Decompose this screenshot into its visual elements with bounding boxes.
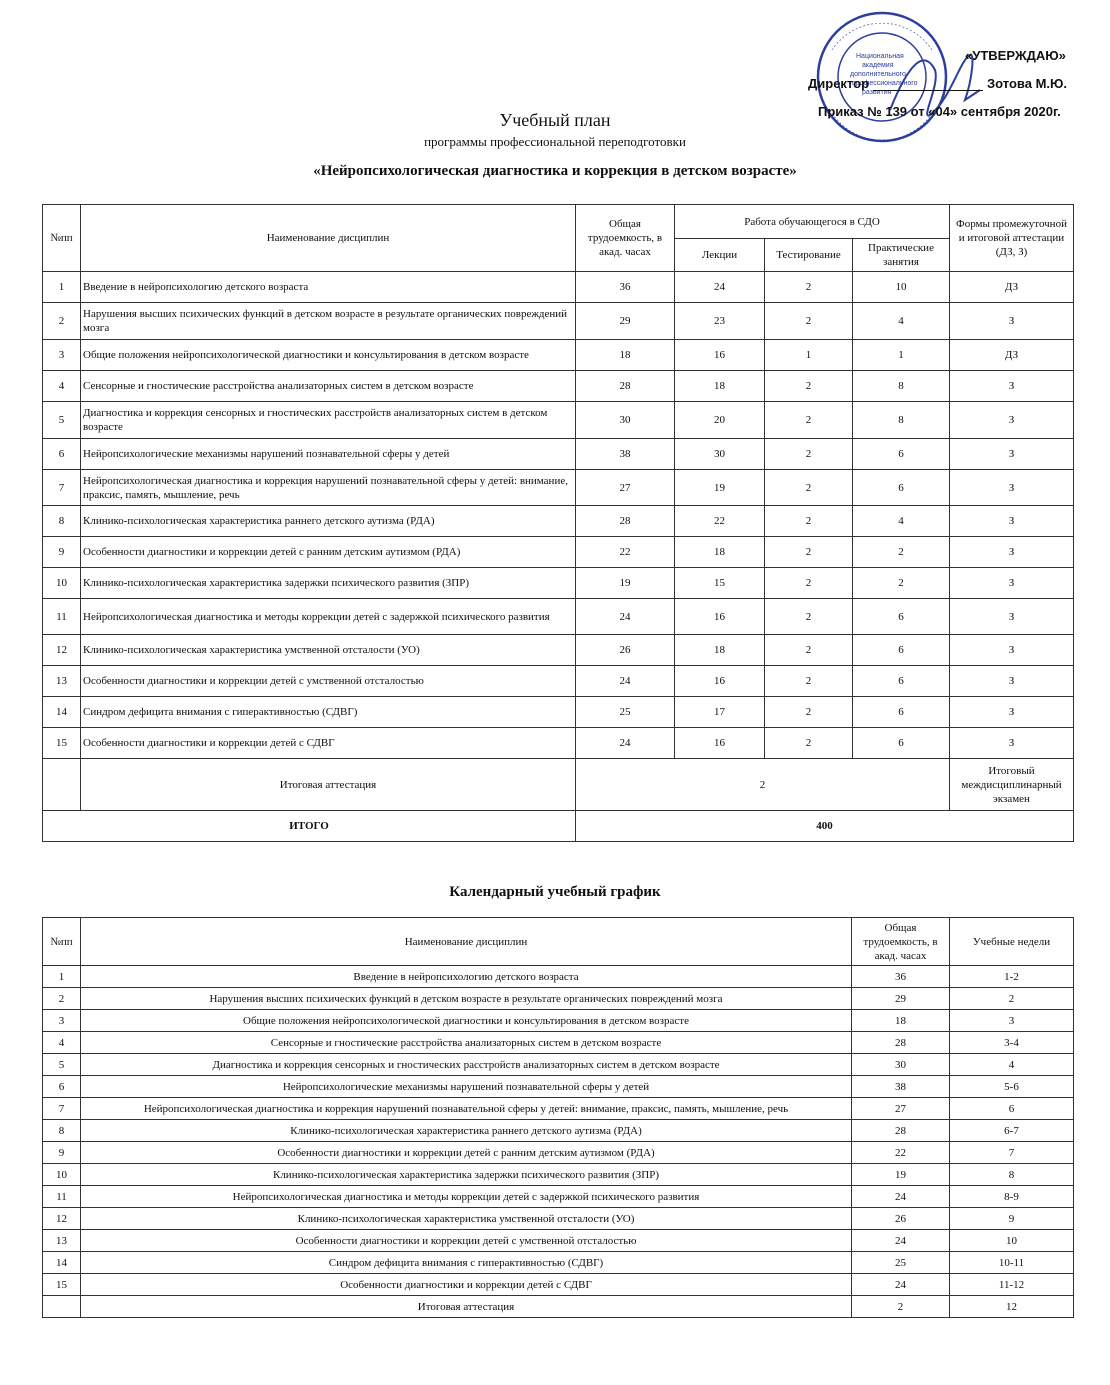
row-number: 8 bbox=[43, 506, 81, 537]
col-header-total: Общая трудоемкость, в акад. часах bbox=[576, 205, 675, 272]
discipline-name: Особенности диагностики и коррекции детей с ранним детским аутизмом (РДА) bbox=[81, 1142, 852, 1164]
total-hours: 26 bbox=[852, 1208, 950, 1230]
calendar-row bbox=[43, 1098, 1074, 1120]
cal-header-total: Общая трудоемкость, в акад. часах bbox=[852, 918, 950, 966]
page-title: Учебный план bbox=[499, 110, 611, 130]
row-number: 2 bbox=[43, 988, 81, 1010]
col-header-num: №пп bbox=[43, 205, 81, 272]
total-row bbox=[43, 811, 1074, 842]
plan-row bbox=[43, 599, 1074, 635]
calendar-table bbox=[42, 917, 1074, 1318]
row-number: 12 bbox=[43, 635, 81, 666]
calendar-row bbox=[43, 1120, 1074, 1142]
final-attestation-hours: 2 bbox=[576, 759, 950, 811]
calendar-row bbox=[43, 1164, 1074, 1186]
director-label: Директор bbox=[808, 76, 870, 91]
row-number: 6 bbox=[43, 439, 81, 470]
row-number: 8 bbox=[43, 1120, 81, 1142]
lecture-hours: 30 bbox=[675, 439, 765, 470]
plan-row bbox=[43, 470, 1074, 506]
study-weeks: 10 bbox=[950, 1230, 1074, 1252]
study-weeks: 3 bbox=[950, 1010, 1074, 1032]
row-number: 11 bbox=[43, 1186, 81, 1208]
lecture-hours: 23 bbox=[675, 303, 765, 340]
total-hours: 18 bbox=[576, 340, 675, 371]
discipline-name: Введение в нейропсихологию детского возраста bbox=[81, 966, 852, 988]
practice-hours: 8 bbox=[853, 371, 950, 402]
discipline-name: Сенсорные и гностические расстройства анализаторных систем в детском возрасте bbox=[81, 1032, 852, 1054]
lecture-hours: 16 bbox=[675, 728, 765, 759]
lecture-hours: 18 bbox=[675, 635, 765, 666]
total-hours: 24 bbox=[852, 1186, 950, 1208]
director-line bbox=[808, 76, 1067, 91]
col-header-forms: Формы промежуточной и итоговой аттестации (ДЗ, З) bbox=[950, 205, 1074, 272]
lecture-hours: 22 bbox=[675, 506, 765, 537]
discipline-name: Нейропсихологические механизмы нарушений познавательной сферы у детей bbox=[81, 1076, 852, 1098]
calendar-row bbox=[43, 966, 1074, 988]
total-hours: 24 bbox=[576, 666, 675, 697]
row-number: 10 bbox=[43, 1164, 81, 1186]
assessment-form: З bbox=[950, 470, 1074, 506]
assessment-form: З bbox=[950, 697, 1074, 728]
total-hours: 400 bbox=[576, 811, 1074, 842]
discipline-name: Общие положения нейропсихологической диагностики и консультирования в детском возрасте bbox=[81, 340, 576, 371]
practice-hours: 2 bbox=[853, 537, 950, 568]
discipline-name: Клинико-психологическая характеристика раннего детского аутизма (РДА) bbox=[81, 506, 576, 537]
lecture-hours: 18 bbox=[675, 537, 765, 568]
plan-row bbox=[43, 303, 1074, 340]
total-hours: 24 bbox=[852, 1230, 950, 1252]
total-hours: 24 bbox=[576, 599, 675, 635]
calendar-row bbox=[43, 1032, 1074, 1054]
practice-hours: 6 bbox=[853, 439, 950, 470]
stamp-line-1: Национальная bbox=[856, 53, 904, 60]
practice-hours: 4 bbox=[853, 303, 950, 340]
assessment-form: З bbox=[950, 635, 1074, 666]
total-hours: 28 bbox=[852, 1032, 950, 1054]
assessment-form: З bbox=[950, 537, 1074, 568]
row-number: 3 bbox=[43, 1010, 81, 1032]
final-attestation-row bbox=[43, 759, 1074, 811]
study-weeks: 6 bbox=[950, 1098, 1074, 1120]
total-hours: 24 bbox=[852, 1274, 950, 1296]
testing-hours: 2 bbox=[765, 599, 853, 635]
col-header-lectures: Лекции bbox=[675, 239, 765, 272]
total-hours: 26 bbox=[576, 635, 675, 666]
row-number: 7 bbox=[43, 470, 81, 506]
calendar-row bbox=[43, 1142, 1074, 1164]
total-hours: 22 bbox=[852, 1142, 950, 1164]
practice-hours: 6 bbox=[853, 599, 950, 635]
total-label: ИТОГО bbox=[43, 811, 576, 842]
testing-hours: 2 bbox=[765, 728, 853, 759]
row-number: 13 bbox=[43, 1230, 81, 1252]
total-hours: 29 bbox=[576, 303, 675, 340]
signature-line bbox=[873, 90, 983, 91]
calendar-row bbox=[43, 1076, 1074, 1098]
discipline-name: Введение в нейропсихологию детского возраста bbox=[81, 272, 576, 303]
discipline-name: Нейропсихологическая диагностика и методы коррекции детей с задержкой психического развития bbox=[81, 599, 576, 635]
plan-row bbox=[43, 506, 1074, 537]
cal-header-name: Наименование дисциплин bbox=[81, 918, 852, 966]
program-name: «Нейропсихологическая диагностика и коррекция в детском возрасте» bbox=[313, 163, 797, 179]
total-hours: 38 bbox=[852, 1076, 950, 1098]
row-number: 9 bbox=[43, 1142, 81, 1164]
cal-header-num: №пп bbox=[43, 918, 81, 966]
study-weeks: 3-4 bbox=[950, 1032, 1074, 1054]
testing-hours: 2 bbox=[765, 371, 853, 402]
row-number: 14 bbox=[43, 697, 81, 728]
testing-hours: 2 bbox=[765, 666, 853, 697]
study-weeks: 2 bbox=[950, 988, 1074, 1010]
lecture-hours: 16 bbox=[675, 340, 765, 371]
discipline-name: Клинико-психологическая характеристика умственной отсталости (УО) bbox=[81, 635, 576, 666]
discipline-name: Особенности диагностики и коррекции детей с ранним детским аутизмом (РДА) bbox=[81, 537, 576, 568]
assessment-form: З bbox=[950, 402, 1074, 439]
total-hours: 30 bbox=[852, 1054, 950, 1076]
assessment-form: З bbox=[950, 371, 1074, 402]
row-number: 12 bbox=[43, 1208, 81, 1230]
discipline-name: Особенности диагностики и коррекции детей с умственной отсталостью bbox=[81, 1230, 852, 1252]
lecture-hours: 17 bbox=[675, 697, 765, 728]
calendar-row bbox=[43, 988, 1074, 1010]
total-hours: 36 bbox=[852, 966, 950, 988]
testing-hours: 2 bbox=[765, 470, 853, 506]
testing-hours: 1 bbox=[765, 340, 853, 371]
row-number: 14 bbox=[43, 1252, 81, 1274]
study-weeks: 7 bbox=[950, 1142, 1074, 1164]
total-hours: 29 bbox=[852, 988, 950, 1010]
plan-row bbox=[43, 666, 1074, 697]
col-header-work: Работа обучающегося в СДО bbox=[675, 205, 950, 239]
total-hours: 27 bbox=[576, 470, 675, 506]
testing-hours: 2 bbox=[765, 272, 853, 303]
assessment-form: З bbox=[950, 666, 1074, 697]
study-weeks: 10-11 bbox=[950, 1252, 1074, 1274]
calendar-row bbox=[43, 1208, 1074, 1230]
assessment-form: З bbox=[950, 728, 1074, 759]
testing-hours: 2 bbox=[765, 439, 853, 470]
assessment-form: З bbox=[950, 506, 1074, 537]
col-header-name: Наименование дисциплин bbox=[81, 205, 576, 272]
discipline-name: Клинико-психологическая характеристика умственной отсталости (УО) bbox=[81, 1208, 852, 1230]
discipline-name: Нарушения высших психических функций в детском возрасте в результате органических повреждений мозга bbox=[81, 988, 852, 1010]
row-number: 4 bbox=[43, 1032, 81, 1054]
study-weeks: 6-7 bbox=[950, 1120, 1074, 1142]
total-hours: 22 bbox=[576, 537, 675, 568]
testing-hours: 2 bbox=[765, 303, 853, 340]
total-hours: 28 bbox=[852, 1120, 950, 1142]
total-hours: 25 bbox=[852, 1252, 950, 1274]
study-weeks: 1-2 bbox=[950, 966, 1074, 988]
lecture-hours: 20 bbox=[675, 402, 765, 439]
empty-cell bbox=[43, 759, 81, 811]
plan-row bbox=[43, 340, 1074, 371]
curriculum-table bbox=[42, 204, 1074, 842]
practice-hours: 6 bbox=[853, 666, 950, 697]
practice-hours: 6 bbox=[853, 697, 950, 728]
calendar-row bbox=[43, 1274, 1074, 1296]
total-hours: 27 bbox=[852, 1098, 950, 1120]
plan-row bbox=[43, 635, 1074, 666]
director-name: Зотова М.Ю. bbox=[987, 76, 1068, 91]
final-attestation-label: Итоговая аттестация bbox=[81, 759, 576, 811]
total-hours: 24 bbox=[576, 728, 675, 759]
lecture-hours: 18 bbox=[675, 371, 765, 402]
total-hours: 38 bbox=[576, 439, 675, 470]
calendar-row bbox=[43, 1230, 1074, 1252]
plan-row bbox=[43, 272, 1074, 303]
testing-hours: 2 bbox=[765, 537, 853, 568]
practice-hours: 6 bbox=[853, 470, 950, 506]
total-hours: 28 bbox=[576, 371, 675, 402]
row-number: 15 bbox=[43, 1274, 81, 1296]
lecture-hours: 16 bbox=[675, 599, 765, 635]
lecture-hours: 15 bbox=[675, 568, 765, 599]
stamp-line-4: профессионального bbox=[852, 80, 918, 87]
assessment-form: З bbox=[950, 303, 1074, 340]
row-number: 13 bbox=[43, 666, 81, 697]
calendar-title: Календарный учебный график bbox=[449, 884, 661, 900]
assessment-form: ДЗ bbox=[950, 340, 1074, 371]
testing-hours: 2 bbox=[765, 568, 853, 599]
row-number: 15 bbox=[43, 728, 81, 759]
testing-hours: 2 bbox=[765, 402, 853, 439]
practice-hours: 2 bbox=[853, 568, 950, 599]
col-header-practice: Практические занятия bbox=[853, 239, 950, 272]
row-number: 1 bbox=[43, 966, 81, 988]
discipline-name: Синдром дефицита внимания с гиперактивностью (СДВГ) bbox=[81, 697, 576, 728]
row-number: 4 bbox=[43, 371, 81, 402]
lecture-hours: 19 bbox=[675, 470, 765, 506]
stamp-line-3: дополнительного bbox=[850, 71, 906, 78]
order-line: Приказ № 139 от «04» сентября 2020г. bbox=[818, 104, 1061, 119]
discipline-name: Общие положения нейропсихологической диагностики и консультирования в детском возрасте bbox=[81, 1010, 852, 1032]
stamp-line-2: академия bbox=[862, 62, 894, 69]
discipline-name: Особенности диагностики и коррекции детей с умственной отсталостью bbox=[81, 666, 576, 697]
discipline-name: Нарушения высших психических функций в детском возрасте в результате органических повреждений мозга bbox=[81, 303, 576, 340]
plan-row bbox=[43, 728, 1074, 759]
lecture-hours: 24 bbox=[675, 272, 765, 303]
discipline-name: Клинико-психологическая характеристика задержки психического развития (ЗПР) bbox=[81, 568, 576, 599]
discipline-name: Нейропсихологическая диагностика и коррекция нарушений познавательной сферы у детей: внимание, праксис, память, мышление, речь bbox=[81, 470, 576, 506]
discipline-name: Особенности диагностики и коррекции детей с СДВГ bbox=[81, 1274, 852, 1296]
row-number: 11 bbox=[43, 599, 81, 635]
practice-hours: 6 bbox=[853, 635, 950, 666]
row-number: 9 bbox=[43, 537, 81, 568]
col-header-testing: Тестирование bbox=[765, 239, 853, 272]
lecture-hours: 16 bbox=[675, 666, 765, 697]
total-hours: 36 bbox=[576, 272, 675, 303]
calendar-row bbox=[43, 1010, 1074, 1032]
study-weeks: 5-6 bbox=[950, 1076, 1074, 1098]
empty-cell bbox=[43, 1296, 81, 1318]
plan-row bbox=[43, 371, 1074, 402]
discipline-name: Особенности диагностики и коррекции детей с СДВГ bbox=[81, 728, 576, 759]
discipline-name: Синдром дефицита внимания с гиперактивностью (СДВГ) bbox=[81, 1252, 852, 1274]
row-number: 5 bbox=[43, 402, 81, 439]
calendar-final-row bbox=[43, 1296, 1074, 1318]
study-weeks: 8 bbox=[950, 1164, 1074, 1186]
total-hours: 28 bbox=[576, 506, 675, 537]
discipline-name: Сенсорные и гностические расстройства анализаторных систем в детском возрасте bbox=[81, 371, 576, 402]
practice-hours: 1 bbox=[853, 340, 950, 371]
row-number: 2 bbox=[43, 303, 81, 340]
plan-row bbox=[43, 439, 1074, 470]
row-number: 1 bbox=[43, 272, 81, 303]
testing-hours: 2 bbox=[765, 506, 853, 537]
row-number: 10 bbox=[43, 568, 81, 599]
calendar-row bbox=[43, 1252, 1074, 1274]
calendar-row bbox=[43, 1054, 1074, 1076]
calendar-row bbox=[43, 1186, 1074, 1208]
page-subtitle: программы профессиональной переподготовки bbox=[424, 134, 686, 149]
study-weeks: 11-12 bbox=[950, 1274, 1074, 1296]
total-hours: 18 bbox=[852, 1010, 950, 1032]
total-hours: 19 bbox=[852, 1164, 950, 1186]
assessment-form: З bbox=[950, 439, 1074, 470]
study-weeks: 8-9 bbox=[950, 1186, 1074, 1208]
row-number: 7 bbox=[43, 1098, 81, 1120]
final-attestation-form: Итоговый междисциплинарный экзамен bbox=[950, 759, 1074, 811]
study-weeks: 9 bbox=[950, 1208, 1074, 1230]
plan-row bbox=[43, 697, 1074, 728]
assessment-form: ДЗ bbox=[950, 272, 1074, 303]
plan-row bbox=[43, 537, 1074, 568]
testing-hours: 2 bbox=[765, 697, 853, 728]
row-number: 5 bbox=[43, 1054, 81, 1076]
cal-header-weeks: Учебные недели bbox=[950, 918, 1074, 966]
approve-label: «УТВЕРЖДАЮ» bbox=[965, 48, 1066, 63]
testing-hours: 2 bbox=[765, 635, 853, 666]
assessment-form: З bbox=[950, 599, 1074, 635]
plan-row bbox=[43, 402, 1074, 439]
practice-hours: 10 bbox=[853, 272, 950, 303]
final-attestation-weeks: 12 bbox=[950, 1296, 1074, 1318]
discipline-name: Нейропсихологическая диагностика и коррекция нарушений познавательной сферы у детей: внимание, праксис, память, мышление, речь bbox=[81, 1098, 852, 1120]
final-attestation-label: Итоговая аттестация bbox=[81, 1296, 852, 1318]
total-hours: 25 bbox=[576, 697, 675, 728]
total-hours: 19 bbox=[576, 568, 675, 599]
assessment-form: З bbox=[950, 568, 1074, 599]
stamp-line-5: развития bbox=[862, 89, 892, 96]
practice-hours: 8 bbox=[853, 402, 950, 439]
practice-hours: 4 bbox=[853, 506, 950, 537]
row-number: 3 bbox=[43, 340, 81, 371]
discipline-name: Клинико-психологическая характеристика раннего детского аутизма (РДА) bbox=[81, 1120, 852, 1142]
total-hours: 30 bbox=[576, 402, 675, 439]
final-attestation-hours: 2 bbox=[852, 1296, 950, 1318]
discipline-name: Нейропсихологические механизмы нарушений познавательной сферы у детей bbox=[81, 439, 576, 470]
discipline-name: Диагностика и коррекция сенсорных и гностических расстройств анализаторных систем в детском возрасте bbox=[81, 1054, 852, 1076]
study-weeks: 4 bbox=[950, 1054, 1074, 1076]
discipline-name: Диагностика и коррекция сенсорных и гностических расстройств анализаторных систем в детском возрасте bbox=[81, 402, 576, 439]
discipline-name: Нейропсихологическая диагностика и методы коррекции детей с задержкой психического развития bbox=[81, 1186, 852, 1208]
plan-row bbox=[43, 568, 1074, 599]
row-number: 6 bbox=[43, 1076, 81, 1098]
practice-hours: 6 bbox=[853, 728, 950, 759]
discipline-name: Клинико-психологическая характеристика задержки психического развития (ЗПР) bbox=[81, 1164, 852, 1186]
